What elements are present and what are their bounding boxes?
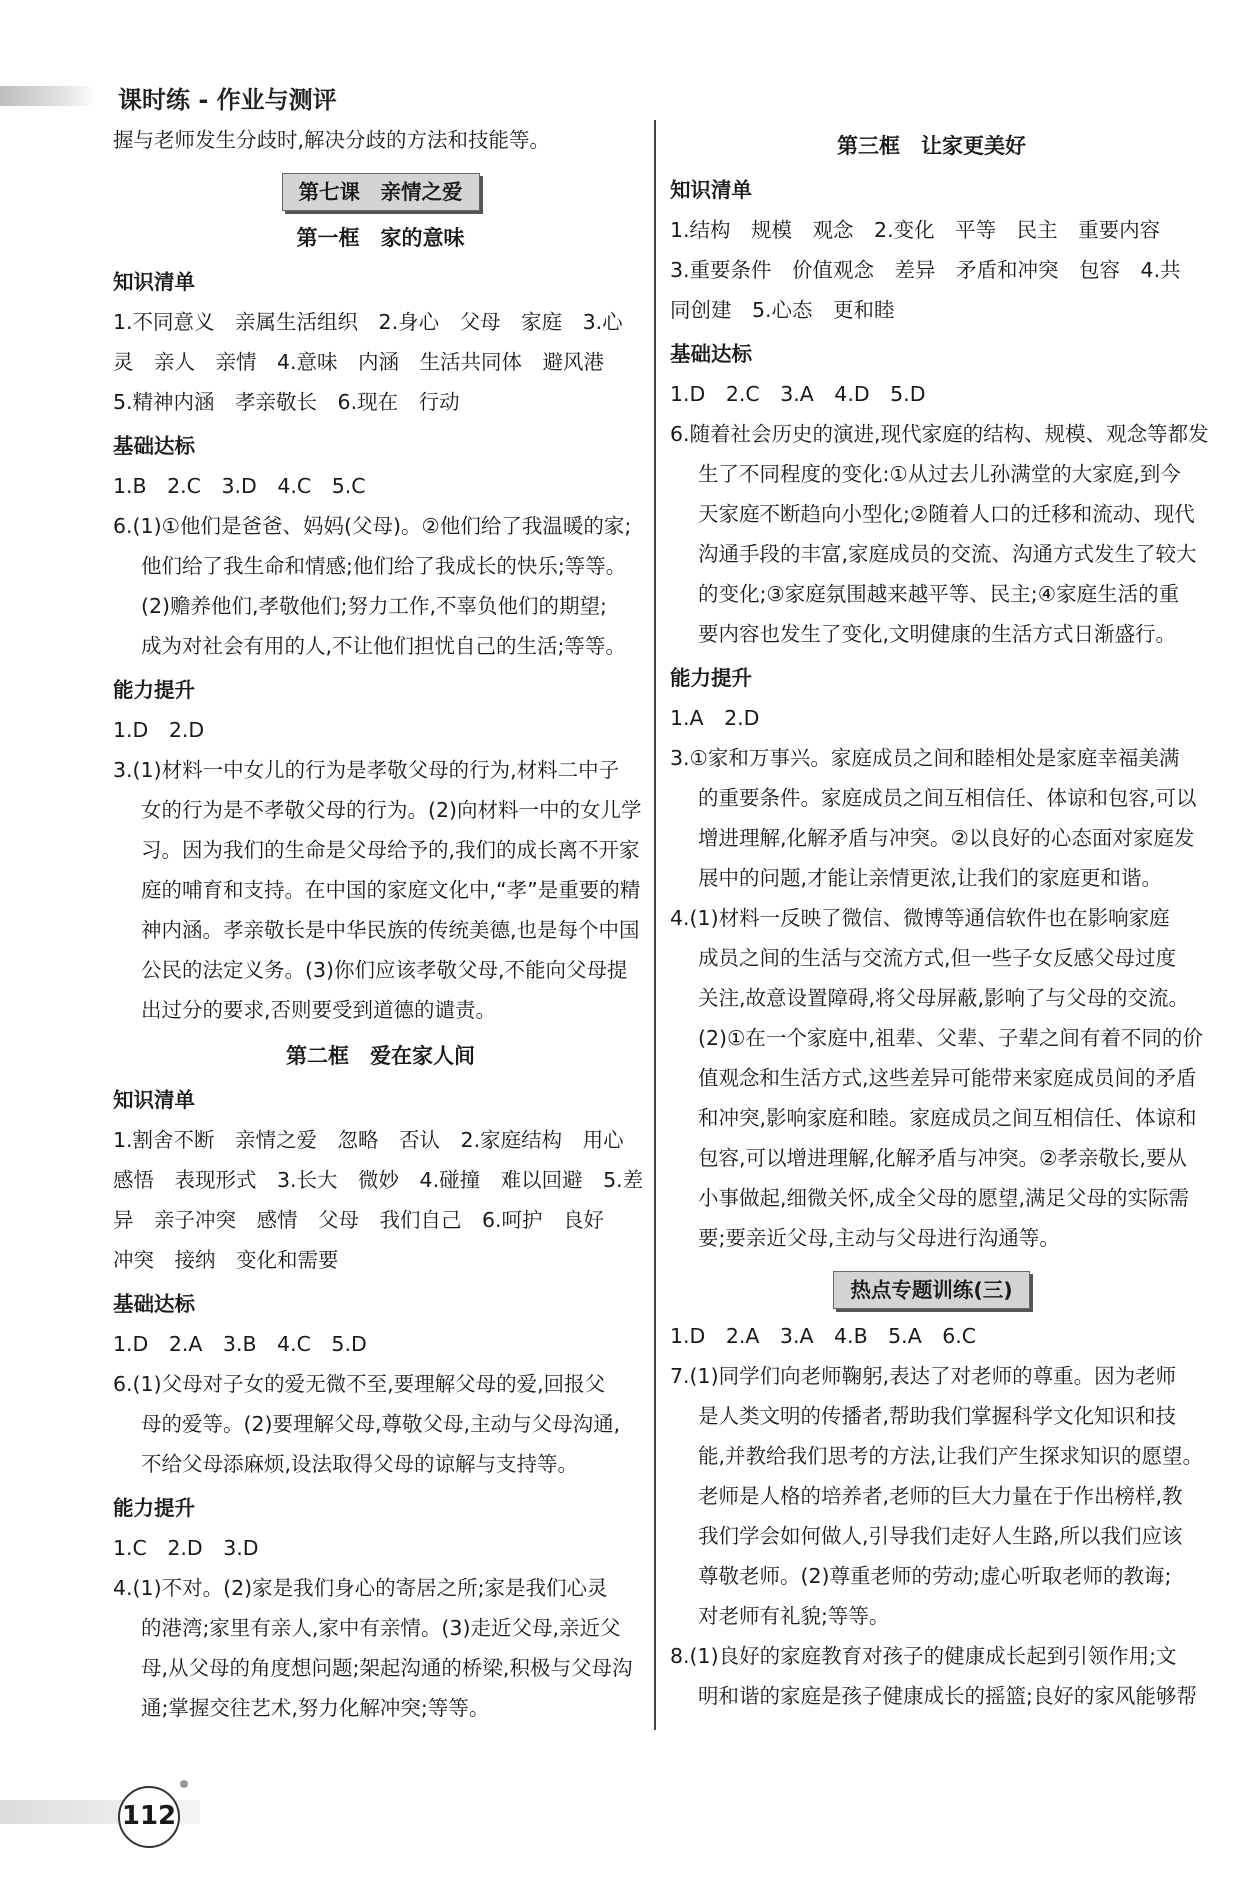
answer-line: 女的行为是不孝敬父母的行为。(2)向材料一中的女儿学	[141, 798, 642, 822]
page-number: 112	[118, 1786, 180, 1848]
answer-line: (2)赡养他们,孝敬他们;努力工作,不辜负他们的期望;	[141, 594, 607, 618]
answer-line: 5.精神内涵 孝亲敬长 6.现在 行动	[113, 390, 460, 414]
answer-line: 3.(1)材料一中女儿的行为是孝敬父母的行为,材料二中子	[113, 758, 620, 782]
frame3-title: 第三框 让家更美好	[837, 134, 1026, 158]
answer-line: 沟通手段的丰富,家庭成员的交流、沟通方式发生了较大	[698, 542, 1197, 566]
answer-line: 6.(1)父母对子女的爱无微不至,要理解父母的爱,回报父	[113, 1372, 606, 1396]
answer-line: 母的爱等。(2)要理解父母,尊敬父母,主动与父母沟通,	[141, 1412, 621, 1436]
answer-line: 4.(1)不对。(2)家是我们身心的寄居之所;家是我们心灵	[113, 1576, 608, 1600]
answer-line: 成为对社会有用的人,不让他们担忧自己的生活;等等。	[141, 634, 626, 658]
answer-line: 成员之间的生活与交流方式,但一些子女反感父母过度	[698, 946, 1177, 970]
answer-line: 1.A 2.D	[670, 706, 760, 730]
lesson-banner-text: 第七课 亲情之爱	[282, 173, 480, 211]
answer-line: 增进理解,化解矛盾与冲突。②以良好的心态面对家庭发	[698, 826, 1195, 850]
answer-line: 通;掌握交往艺术,努力化解冲突;等等。	[141, 1696, 490, 1720]
hot-topic-banner	[670, 1270, 1193, 1310]
answer-line: 要;要亲近父母,主动与父母进行沟通等。	[698, 1226, 1060, 1250]
answer-line: 1.D 2.A 3.A 4.B 5.A 6.C	[670, 1324, 977, 1348]
left-column	[113, 120, 648, 1728]
column-divider	[654, 120, 656, 1730]
answer-line: 要内容也发生了变化,文明健康的生活方式日渐盛行。	[698, 622, 1177, 646]
answer-line: 1.割舍不断 亲情之爱 忽略 否认 2.家庭结构 用心	[113, 1128, 624, 1152]
answer-line: 感悟 表现形式 3.长大 微妙 4.碰撞 难以回避 5.差	[113, 1168, 644, 1192]
answer-line: 公民的法定义务。(3)你们应该孝敬父母,不能向父母提	[141, 958, 628, 982]
hot-topic-banner-text: 热点专题训练(三)	[833, 1271, 1029, 1309]
answer-line: 1.D 2.D	[113, 718, 205, 742]
answer-line: 1.D 2.A 3.B 4.C 5.D	[113, 1332, 367, 1356]
answer-line: 灵 亲人 亲情 4.意味 内涵 生活共同体 避风港	[113, 350, 605, 374]
answer-line: 习。因为我们的生命是父母给予的,我们的成长离不开家	[141, 838, 640, 862]
frame1-title: 第一框 家的意味	[296, 226, 465, 250]
answer-line: 生了不同程度的变化:①从过去儿孙满堂的大家庭,到今	[698, 462, 1181, 486]
frame3-kl-head: 知识清单	[670, 178, 752, 202]
answer-line: 小事做起,细微关怀,成全父母的愿望,满足父母的实际需	[698, 1186, 1190, 1210]
frame2-title: 第二框 爱在家人间	[286, 1044, 475, 1068]
answer-line: 天家庭不断趋向小型化;②随着人口的迁移和流动、现代	[698, 502, 1195, 526]
answer-line: 1.C 2.D 3.D	[113, 1536, 259, 1560]
frame1-ability-head: 能力提升	[113, 678, 195, 702]
lesson-banner	[113, 172, 648, 212]
answer-line: 出过分的要求,否则要受到道德的谴责。	[141, 998, 497, 1022]
answer-line: 1.不同意义 亲属生活组织 2.身心 父母 家庭 3.心	[113, 310, 623, 334]
answer-line: 8.(1)良好的家庭教育对孩子的健康成长起到引领作用;文	[670, 1644, 1177, 1668]
answer-line: 异 亲子冲突 感情 父母 我们自己 6.呵护 良好	[113, 1208, 605, 1232]
answer-line: 3.重要条件 价值观念 差异 矛盾和冲突 包容 4.共	[670, 258, 1181, 282]
answer-line: 7.(1)同学们向老师鞠躬,表达了对老师的尊重。因为老师	[670, 1364, 1177, 1388]
answer-line: 庭的哺育和支持。在中国的家庭文化中,“孝”是重要的精	[141, 878, 641, 902]
header-title: 课时练 - 作业与测评	[118, 86, 337, 114]
frame2-basic-head: 基础达标	[113, 1292, 195, 1316]
answer-line: 是人类文明的传播者,帮助我们掌握科学文化知识和技	[698, 1404, 1177, 1428]
answer-line: 冲突 接纳 变化和需要	[113, 1248, 339, 1272]
answer-line: 神内涵。孝亲敬长是中华民族的传统美德,也是每个中国	[141, 918, 640, 942]
answer-line: 1.结构 规模 观念 2.变化 平等 民主 重要内容	[670, 218, 1161, 242]
frame3-ability-head: 能力提升	[670, 666, 752, 690]
answer-line: 展中的问题,才能让亲情更浓,让我们的家庭更和谐。	[698, 866, 1163, 890]
answer-line: 明和谐的家庭是孩子健康成长的摇篮;良好的家风能够帮	[698, 1684, 1197, 1708]
answer-line: 1.B 2.C 3.D 4.C 5.C	[113, 474, 366, 498]
answer-line: 老师是人格的培养者,老师的巨大力量在于作出榜样,教	[698, 1484, 1183, 1508]
answer-line: 的港湾;家里有亲人,家中有亲情。(3)走近父母,亲近父	[141, 1616, 621, 1640]
answer-line: 他们给了我生命和情感;他们给了我成长的快乐;等等。	[141, 554, 627, 578]
answer-line: (2)①在一个家庭中,祖辈、父辈、子辈之间有着不同的价	[698, 1026, 1203, 1050]
answer-line: 尊敬老师。(2)尊重老师的劳动;虚心听取老师的教诲;	[698, 1564, 1172, 1588]
frame3-basic-head: 基础达标	[670, 342, 752, 366]
header-decor-bar	[0, 86, 95, 106]
page-header	[0, 78, 420, 114]
frame2-ability-head: 能力提升	[113, 1496, 195, 1520]
answer-line: 1.D 2.C 3.A 4.D 5.D	[670, 382, 926, 406]
frame1-basic-head: 基础达标	[113, 434, 195, 458]
answer-line: 不给父母添麻烦,设法取得父母的谅解与支持等。	[141, 1452, 579, 1476]
frame1-kl-head: 知识清单	[113, 270, 195, 294]
answer-line: 能,并教给我们思考的方法,让我们产生探求知识的愿望。	[698, 1444, 1204, 1468]
answer-line: 同创建 5.心态 更和睦	[670, 298, 895, 322]
answer-line: 关注,故意设置障碍,将父母屏蔽,影响了与父母的交流。	[698, 986, 1190, 1010]
answer-line: 值观念和生活方式,这些差异可能带来家庭成员间的矛盾	[698, 1066, 1197, 1090]
answer-line: 的变化;③家庭氛围越来越平等、民主;④家庭生活的重	[698, 582, 1180, 606]
answer-line: 我们学会如何做人,引导我们走好人生路,所以我们应该	[698, 1524, 1183, 1548]
answer-line: 3.①家和万事兴。家庭成员之间和睦相处是家庭幸福美满	[670, 746, 1180, 770]
answer-line: 对老师有礼貌;等等。	[698, 1604, 890, 1628]
answer-line: 4.(1)材料一反映了微信、微博等通信软件也在影响家庭	[670, 906, 1170, 930]
intro-line: 握与老师发生分歧时,解决分歧的方法和技能等。	[113, 128, 551, 152]
frame2-kl-head: 知识清单	[113, 1088, 195, 1112]
right-column	[670, 120, 1209, 1716]
answer-line: 6.(1)①他们是爸爸、妈妈(父母)。②他们给了我温暖的家;	[113, 514, 632, 538]
footer-dot	[180, 1780, 188, 1788]
answer-line: 包容,可以增进理解,化解矛盾与冲突。②孝亲敬长,要从	[698, 1146, 1187, 1170]
answer-line: 母,从父母的角度想问题;架起沟通的桥梁,积极与父母沟	[141, 1656, 633, 1680]
answer-line: 和冲突,影响家庭和睦。家庭成员之间互相信任、体谅和	[698, 1106, 1197, 1130]
answer-line: 6.随着社会历史的演进,现代家庭的结构、规模、观念等都发	[670, 422, 1209, 446]
answer-line: 的重要条件。家庭成员之间互相信任、体谅和包容,可以	[698, 786, 1197, 810]
